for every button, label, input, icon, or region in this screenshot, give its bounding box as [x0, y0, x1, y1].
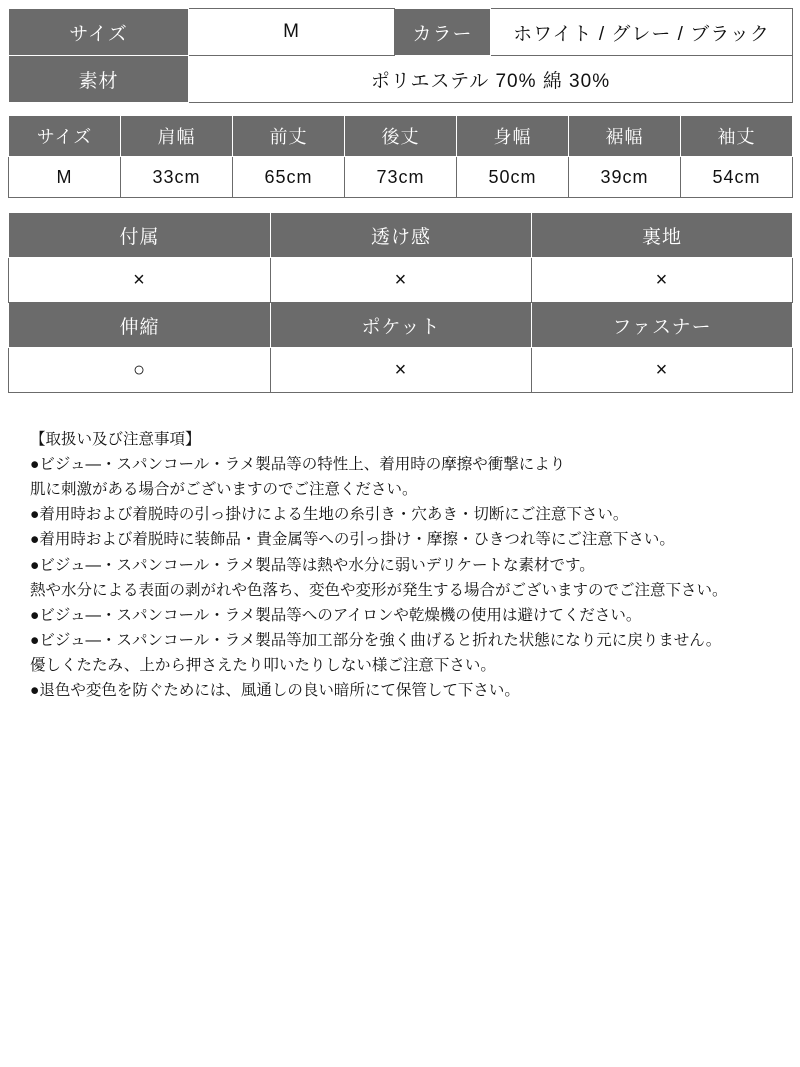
notes-line: ●着用時および着脱時に装飾品・貴金属等への引っ掛け・摩擦・ひきつれ等にご注意下さい。: [30, 531, 675, 549]
notes-line: 熱や水分による表面の剥がれや色落ち、変色や変形が発生する場合がございますのでご注意下さい。: [30, 581, 728, 599]
care-notes: [8, 427, 792, 703]
measure-header: サイズ: [9, 116, 121, 157]
notes-title: 【取扱い及び注意事項】: [30, 431, 201, 448]
measure-header: 肩幅: [121, 116, 233, 157]
feature-header: 裏地: [532, 213, 793, 258]
measure-header: 身幅: [457, 116, 569, 157]
measure-value: 50cm: [457, 157, 569, 198]
table-header-row: [9, 213, 793, 258]
measurement-table: [8, 115, 793, 198]
measure-value: 54cm: [681, 157, 793, 198]
measure-value: 33cm: [121, 157, 233, 198]
feature-value: ×: [271, 258, 532, 303]
material-value: ポリエステル 70% 綿 30%: [189, 56, 793, 103]
feature-header: 付属: [9, 213, 271, 258]
notes-line: ●ビジュ―・スパンコール・ラメ製品等加工部分を強く曲げると折れた状態になり元に戻りません。: [30, 631, 722, 649]
table-row: [9, 348, 793, 393]
feature-header: ポケット: [271, 303, 532, 348]
measure-header: 後丈: [345, 116, 457, 157]
feature-value: ×: [271, 348, 532, 393]
feature-value: ×: [532, 258, 793, 303]
table-header-row: [9, 116, 793, 157]
table-row: [9, 157, 793, 198]
notes-line: ●ビジュ―・スパンコール・ラメ製品等へのアイロンや乾燥機の使用は避けてください。: [30, 606, 642, 624]
table-row: [9, 9, 793, 56]
notes-line: ●着用時および着脱時の引っ掛けによる生地の糸引き・穴あき・切断にご注意下さい。: [30, 506, 629, 524]
measure-header: 裾幅: [569, 116, 681, 157]
feature-header: ファスナー: [532, 303, 793, 348]
measure-value: 73cm: [345, 157, 457, 198]
measure-value: M: [9, 157, 121, 198]
feature-value: ○: [9, 348, 271, 393]
feature-header: 伸縮: [9, 303, 271, 348]
measure-header: 袖丈: [681, 116, 793, 157]
notes-line: 優しくたたみ、上から押さえたり叩いたりしない様ご注意下さい。: [30, 656, 496, 674]
material-label: 素材: [9, 56, 189, 103]
color-value: ホワイト / グレー / ブラック: [491, 9, 793, 56]
measure-header: 前丈: [233, 116, 345, 157]
notes-line: ●退色や変色を防ぐためには、風通しの良い暗所にて保管して下さい。: [30, 682, 520, 700]
feature-table: [8, 212, 793, 393]
feature-value: ×: [9, 258, 271, 303]
table-row: [9, 258, 793, 303]
spec-table: [8, 8, 793, 103]
notes-line: 肌に刺激がある場合がございますのでご注意ください。: [30, 481, 418, 499]
table-header-row: [9, 303, 793, 348]
color-label: カラー: [395, 9, 491, 56]
feature-header: 透け感: [271, 213, 532, 258]
feature-value: ×: [532, 348, 793, 393]
notes-line: ●ビジュ―・スパンコール・ラメ製品等の特性上、着用時の摩擦や衝撃により: [30, 456, 566, 474]
size-label: サイズ: [9, 9, 189, 56]
measure-value: 65cm: [233, 157, 345, 198]
notes-line: ●ビジュ―・スパンコール・ラメ製品等は熱や水分に弱いデリケートな素材です。: [30, 556, 595, 574]
table-row: [9, 56, 793, 103]
measure-value: 39cm: [569, 157, 681, 198]
size-value: M: [189, 9, 395, 56]
